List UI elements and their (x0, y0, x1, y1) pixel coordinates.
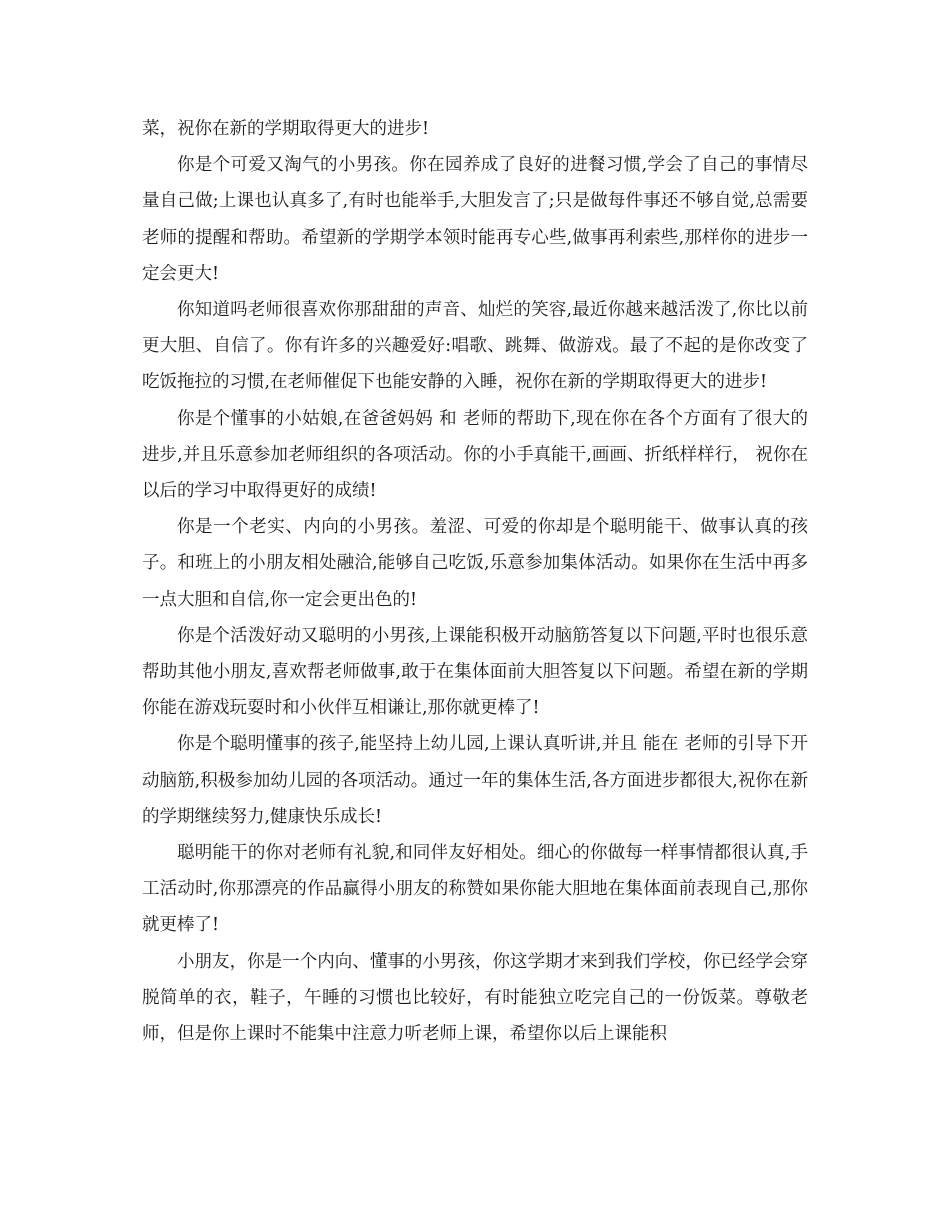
paragraph-comment-8: 小朋友，你是一个内向、懂事的小男孩，你这学期才来到我们学校，你已经学会穿脱简单的衣，鞋子，午睡的习惯也比较好，有时能独立吃完自己的一份饭菜。尊敬老师，但是你上课时不能集中注意力听老师上课，希望你以后上课能积 (142, 951, 808, 1045)
paragraph-comment-4: 你是一个老实、内向的小男孩。羞涩、可爱的你却是个聪明能干、做事认真的孩子。和班上的小朋友相处融洽,能够自己吃饭,乐意参加集体活动。如果你在生活中再多一点大胆和自信,你一定会更出色的! (142, 517, 808, 610)
paragraph-comment-3: 你是个懂事的小姑娘,在爸爸妈妈 和 老师的帮助下,现在你在各个方面有了很大的进步,并且乐意参加老师组织的各项活动。你的小手真能干,画画、折纸样样行， 祝你在以后的学习中取得更好的成绩! (142, 408, 808, 502)
paragraph-comment-7: 聪明能干的你对老师有礼貌,和同伴友好相处。细心的你做每一样事情都很认真,手工活动时,你那漂亮的作品赢得小朋友的称赞如果你能大胆地在集体面前表现自己,那你就更棒了! (142, 843, 808, 936)
paragraph-continuation: 菜，祝你在新的学期取得更大的进步! (142, 119, 430, 139)
paragraph-comment-1: 你是个可爱又淘气的小男孩。你在园养成了良好的进餐习惯,学会了自己的事情尽量自己做;上课也认真多了,有时也能举手,大胆发言了;只是做每件事还不够自觉,总需要老师的提醒和帮助。希望新的学期学本领时能再专心些,做事再利索些,那样你的进步一定会更大! (142, 155, 808, 284)
paragraph-comment-5: 你是个活泼好动又聪明的小男孩,上课能积极开动脑筋答复以下问题,平时也很乐意帮助其他小朋友,喜欢帮老师做事,敢于在集体面前大胆答复以下问题。希望在新的学期你能在游戏玩耍时和小伙伴互相谦让,那你就更棒了! (142, 625, 808, 719)
paragraph-comment-2: 你知道吗老师很喜欢你那甜甜的声音、灿烂的笑容,最近你越来越活泼了,你比以前更大胆、自信了。你有许多的兴趣爱好:唱歌、跳舞、做游戏。最了不起的是你改变了吃饭拖拉的习惯,在老师催促下也能安静的入睡，祝你在新的学期取得更大的进步! (142, 300, 808, 393)
paragraph-comment-6: 你是个聪明懂事的孩子,能坚持上幼儿园,上课认真听讲,并且 能在 老师的引导下开动脑筋,积极参加幼儿园的各项活动。通过一年的集体生活,各方面进步都很大,祝你在新的学期继续努力,健康快乐成长! (142, 734, 808, 827)
document-body (142, 111, 808, 1052)
